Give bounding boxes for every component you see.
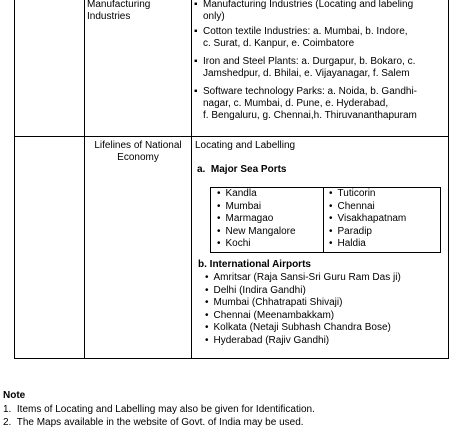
topic-line: Lifelines of National (94, 140, 182, 151)
list-item (194, 0, 446, 23)
list-item-line: only) (203, 11, 225, 22)
list-item-line: ▪ Iron and Steel Plants: a. Durgapur, b. Bokaro, c. (203, 56, 416, 67)
topic-line: Economy (117, 152, 159, 163)
sea-ports-box (210, 187, 441, 253)
list-item: • Tuticorin (329, 188, 406, 201)
list-item-line: c. Surat, d. Kanpur, e. Coimbatore (203, 38, 355, 49)
airports-list (205, 272, 401, 348)
list-item (194, 56, 446, 80)
list-item-line: f. Bengaluru, g. Chennai,h. Thiruvananthapuram (203, 110, 417, 121)
list-item: • Kandla (217, 188, 296, 201)
table-column-divider-2 (191, 0, 192, 359)
list-item: • Mumbai (Chhatrapati Shivaji) (205, 297, 401, 310)
list-item: • Hyderabad (Rajiv Gandhi) (205, 335, 401, 348)
table-border-right (448, 0, 449, 359)
note-section (3, 390, 315, 429)
list-item: • Haldia (329, 238, 406, 251)
list-item-line: Jamshedpur, d. Bhilai, e. Vijayanagar, f. Salem (203, 68, 410, 79)
table-border-left (14, 0, 15, 359)
list-item: • Marmagao (217, 213, 296, 226)
topic-manufacturing-industries (87, 0, 187, 23)
sea-ports-divider (323, 188, 324, 252)
topic-lifelines (88, 140, 188, 164)
topic-line: Industries (87, 11, 131, 22)
list-item: • Visakhapatnam (329, 213, 406, 226)
note-title: Note (3, 390, 26, 401)
note-item: 1. Items of Locating and Labelling may also be given for Identification. (3, 404, 315, 415)
sea-ports-title: a. Major Sea Ports (197, 164, 287, 175)
manufacturing-list (194, 0, 446, 122)
list-item (194, 26, 446, 50)
list-item: • Kolkata (Netaji Subhash Chandra Bose) (205, 322, 401, 335)
list-item: • Amritsar (Raja Sansi-Sri Guru Ram Das ji) (205, 272, 401, 285)
sea-ports-right-column (329, 188, 406, 251)
table-border-bottom (14, 358, 449, 359)
list-item: • New Mangalore (217, 226, 296, 239)
list-item: • Kochi (217, 238, 296, 251)
list-item: • Mumbai (217, 201, 296, 214)
section-heading: Locating and Labelling (195, 140, 296, 151)
list-item: • Delhi (Indira Gandhi) (205, 285, 401, 298)
list-item-line: nagar, c. Mumbai, d. Pune, e. Hyderabad, (203, 98, 389, 109)
list-item: • Chennai (329, 201, 406, 214)
note-item: 2. The Maps available in the website of Govt. of India may be used. (3, 417, 304, 428)
table-column-divider-1 (84, 0, 85, 359)
table-row-divider (14, 136, 449, 137)
sea-ports-left-column (217, 188, 296, 251)
airports-title: b. International Airports (198, 259, 311, 270)
list-item-line: ▪ Software technology Parks: a. Noida, b. Gandhi- (203, 86, 418, 97)
list-item: • Chennai (Meenambakkam) (205, 310, 401, 323)
list-item-line: ▪ Cotton textile Industries: a. Mumbai, b. Indore, (203, 26, 408, 37)
list-item: • Paradip (329, 226, 406, 239)
list-item (194, 86, 446, 122)
list-item-line: ▪ Manufacturing Industries (Locating and labeling (203, 0, 414, 10)
topic-line: Manufacturing (87, 0, 151, 10)
